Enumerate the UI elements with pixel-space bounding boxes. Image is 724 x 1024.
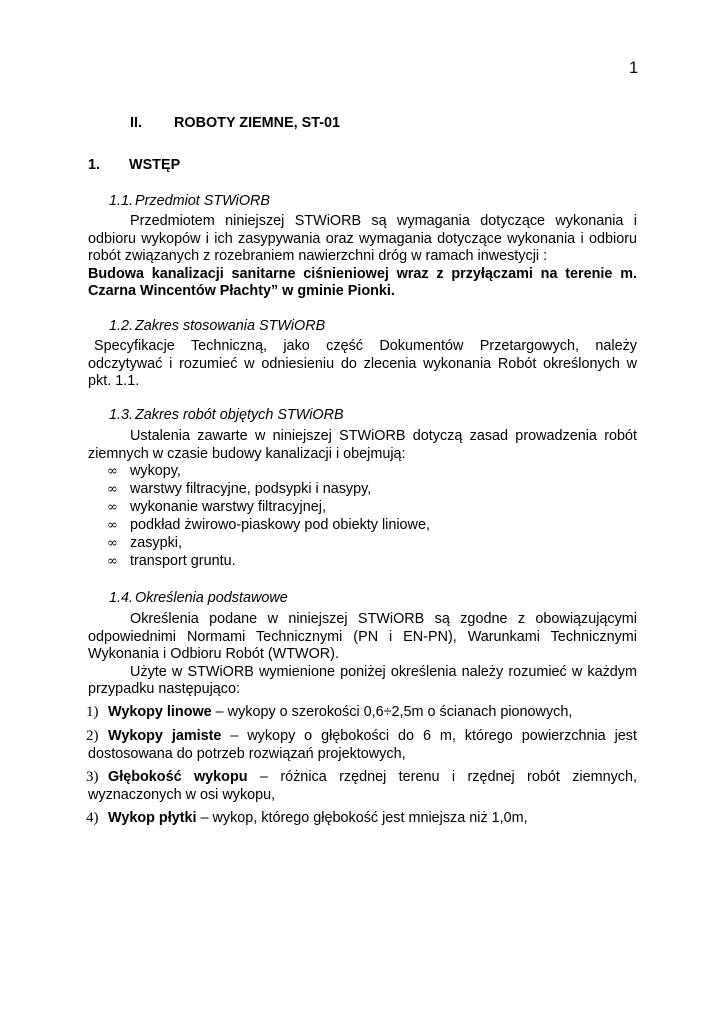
subheading-number: 1.1. — [109, 193, 134, 209]
infinity-bullet-icon: ∞ — [107, 482, 118, 497]
text-line: Ustalenia zawarte w niniejszej STWiORB dotyczą zasad prowadzenia robót — [130, 428, 637, 444]
list-item: ∞ warstwy filtracyjne, podsypki i nasypy, — [107, 481, 372, 497]
item-number: 2) — [86, 728, 99, 744]
text-line: pkt. 1.1. — [88, 373, 140, 389]
infinity-bullet-icon: ∞ — [107, 536, 118, 551]
definition-item — [86, 728, 637, 763]
paragraph-1-1 — [88, 213, 637, 301]
item-number: 1) — [86, 704, 99, 720]
subheading-number: 1.3. — [109, 407, 134, 423]
definition-text: – wykopy o głębokości do 6 m, którego powierzchnia jest — [221, 728, 637, 744]
paragraph-1-2 — [88, 338, 637, 391]
definition-text: – różnica rzędnej terenu i rzędnej robót ziemnych, — [247, 769, 637, 785]
list-item: ∞ transport gruntu. — [107, 553, 236, 569]
subheading-number: 1.4. — [109, 590, 134, 606]
paragraph-1-3 — [88, 428, 637, 463]
definition-term: Wykop płytki — [108, 810, 197, 826]
subheading-1-3 — [109, 407, 344, 425]
text-line: odczytywać i rozumieć w odniesieniu do zlecenia wykonania Robót określonych w — [88, 355, 637, 372]
list-item: ∞ zasypki, — [107, 535, 182, 551]
paragraph-1-4 — [88, 611, 637, 699]
infinity-bullet-icon: ∞ — [107, 518, 118, 533]
text-line: Specyfikacje Techniczną, jako część Dokumentów Przetargowych, należy — [94, 338, 637, 354]
text-line: Użyte w STWiORB wymienione poniżej określenia należy rozumieć w każdym — [130, 663, 637, 680]
definition-item — [86, 810, 637, 828]
section-heading — [88, 157, 180, 175]
page-number: 1 — [629, 59, 639, 77]
chapter-roman: II. — [130, 115, 142, 131]
definition-text: – wykopy o szerokości 0,6÷2,5m o ścianach pionowych, — [211, 704, 573, 720]
chapter-heading — [130, 115, 340, 133]
definition-item — [86, 704, 637, 722]
list-item: ∞ wykonanie warstwy filtracyjnej, — [107, 499, 326, 515]
definition-text: – wykop, którego głębokość jest mniejsza niż 1,0m, — [196, 810, 528, 826]
infinity-bullet-icon: ∞ — [107, 464, 118, 479]
definition-item — [86, 769, 637, 804]
definition-term: Wykopy linowe — [108, 704, 212, 720]
subheading-1-1 — [109, 193, 270, 211]
chapter-title: ROBOTY ZIEMNE, ST-01 — [174, 115, 341, 131]
subheading-1-4 — [109, 590, 288, 608]
bullet-list — [107, 462, 430, 570]
list-item: ∞ podkład żwirowo-piaskowy pod obiekty liniowe, — [107, 517, 430, 533]
text-line-bold: Czarna Wincentów Płachty” w gminie Pionki. — [88, 283, 395, 299]
text-line: odbioru wykopów i ich zasypywania oraz wymagania dotyczące wykonania i odbioru — [88, 230, 637, 247]
text-line: Przedmiotem niniejszej STWiORB są wymagania dotyczące wykonania i — [130, 213, 637, 229]
subheading-title: Określenia podstawowe — [135, 590, 288, 606]
text-line: odpowiednimi Normami Technicznymi (PN i EN-PN), Warunkami Technicznymi — [88, 628, 637, 645]
subheading-title: Zakres robót objętych STWiORB — [135, 407, 344, 423]
text-line: robót związanych z rozebraniem nawierzchni dróg w ramach inwestycji : — [88, 248, 548, 264]
text-line: Wykonania i Odbioru Robót (WTWOR). — [88, 646, 339, 662]
definition-term: Wykopy jamiste — [108, 728, 222, 744]
section-number: 1. — [88, 157, 101, 173]
text-line: przypadku następująco: — [88, 681, 241, 697]
definition-text: wyznaczonych w osi wykopu, — [88, 786, 276, 803]
subheading-title: Zakres stosowania STWiORB — [135, 318, 326, 334]
text-line-bold: Budowa kanalizacji sanitarne ciśnieniowej wraz z przyłączami na terenie m. — [88, 265, 637, 282]
text-line: Określenia podane w niniejszej STWiORB są zgodne z obowiązującymi — [130, 611, 637, 627]
infinity-bullet-icon: ∞ — [107, 554, 118, 569]
subheading-number: 1.2. — [109, 318, 134, 334]
infinity-bullet-icon: ∞ — [107, 500, 118, 515]
definition-text: dostosowana do potrzeb rozwiązań projektowych, — [88, 745, 406, 762]
definition-term: Głębokość wykopu — [108, 769, 248, 785]
list-item: ∞ wykopy, — [107, 463, 181, 479]
item-number: 3) — [86, 769, 99, 785]
item-number: 4) — [86, 810, 99, 826]
subheading-title: Przedmiot STWiORB — [135, 193, 271, 209]
text-line: ziemnych w czasie budowy kanalizacji i obejmują: — [88, 445, 406, 462]
subheading-1-2 — [109, 318, 325, 336]
section-title: WSTĘP — [129, 157, 181, 173]
